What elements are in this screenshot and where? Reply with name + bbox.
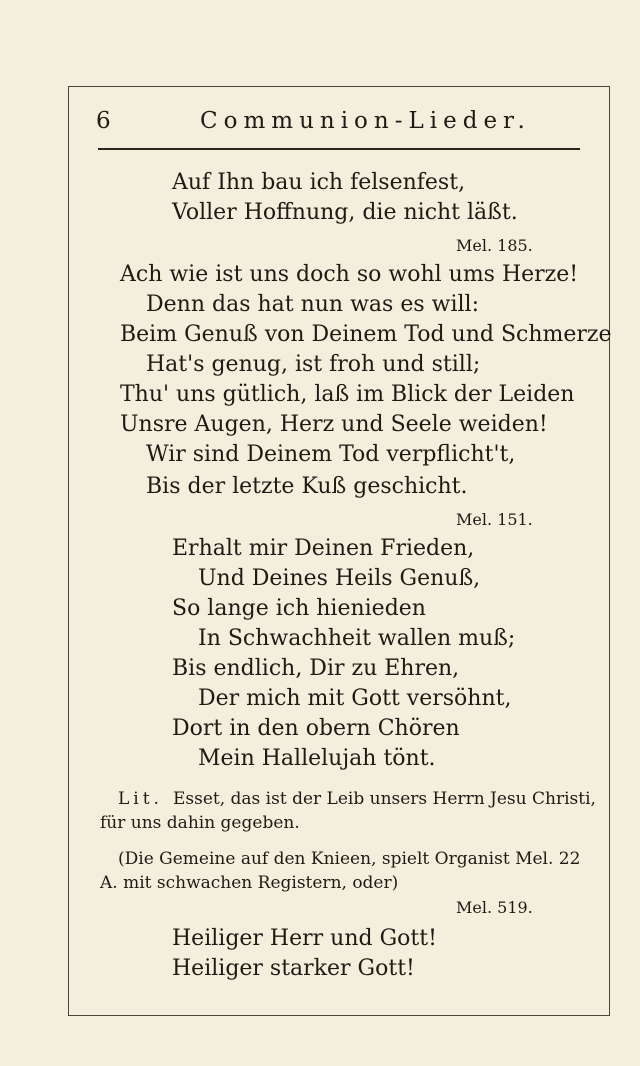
liturgy-label: Lit. (118, 789, 163, 809)
verse-line: Der mich mit Gott versöhnt, (198, 686, 512, 711)
liturgy-text: Esset, das ist der Leib unsers Herrn Jesu Christi, (172, 789, 596, 809)
page-number: 6 (96, 108, 114, 134)
verse-line: In Schwachheit wallen muß; (198, 626, 516, 651)
verse-line: Heiliger Herr und Gott! (172, 926, 437, 951)
header-rule (98, 148, 580, 150)
verse-line: Dort in den obern Chören (172, 716, 460, 741)
verse-line: Hat's genug, ist froh und still; (146, 352, 481, 377)
running-head: Communion-Lieder. (200, 108, 531, 134)
verse-line: So lange ich hienieden (172, 596, 426, 621)
verse-line: Voller Hoffnung, die nicht läßt. (172, 200, 518, 225)
rubric-line: A. mit schwachen Registern, oder) (100, 873, 399, 893)
verse-line: Bis der letzte Kuß geschicht. (146, 474, 468, 499)
verse-line: Beim Genuß von Deinem Tod und Schmerze (120, 322, 612, 347)
liturgy-line (118, 788, 596, 810)
liturgy-line: für uns dahin gegeben. (100, 813, 300, 833)
verse-line: Heiliger starker Gott! (172, 956, 415, 981)
verse-line: Denn das hat nun was es will: (146, 292, 479, 317)
melody-ref: Mel. 519. (456, 898, 533, 917)
melody-ref: Mel. 151. (456, 510, 533, 529)
verse-line: Thu' uns gütlich, laß im Blick der Leiden (120, 382, 575, 407)
verse-line: Unsre Augen, Herz und Seele weiden! (120, 412, 548, 437)
verse-line: Erhalt mir Deinen Frieden, (172, 536, 475, 561)
verse-line: Auf Ihn bau ich felsenfest, (172, 170, 466, 195)
verse-line: Bis endlich, Dir zu Ehren, (172, 656, 460, 681)
page-header (96, 104, 580, 140)
verse-line: Ach wie ist uns doch so wohl ums Herze! (120, 262, 579, 287)
rubric-line: (Die Gemeine auf den Knieen, spielt Organist Mel. 22 (118, 849, 581, 869)
verse-line: Wir sind Deinem Tod verpflicht't, (146, 442, 516, 467)
verse-line: Und Deines Heils Genuß, (198, 566, 481, 591)
verse-line: Mein Hallelujah tönt. (198, 746, 436, 771)
melody-ref: Mel. 185. (456, 236, 533, 255)
